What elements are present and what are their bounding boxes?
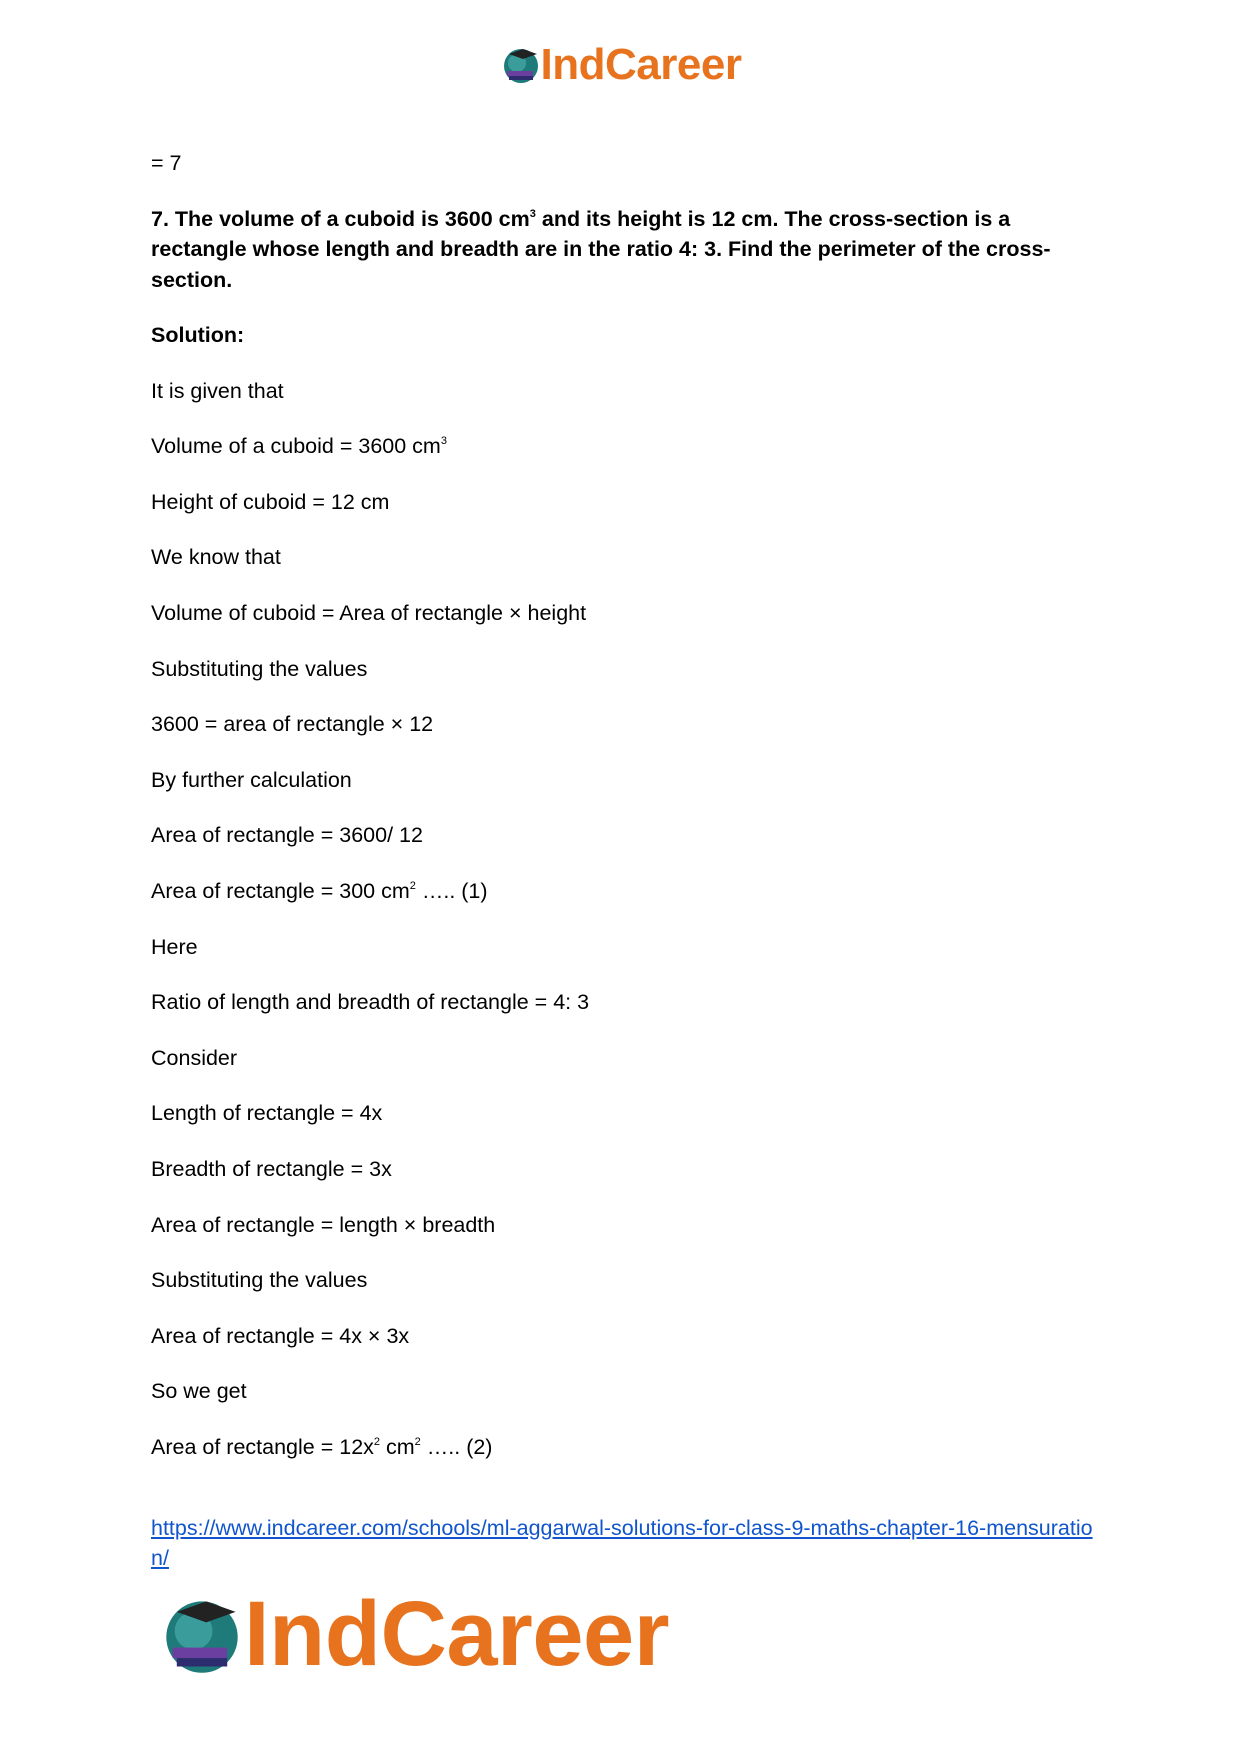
text-line: Height of cuboid = 12 cm — [151, 489, 390, 514]
globe-book-icon — [501, 45, 541, 85]
text-line: Area of rectangle = length × breadth — [151, 1212, 496, 1237]
header-logo — [0, 40, 1242, 90]
text-line: By further calculation — [151, 767, 352, 792]
brand-name: IndCareer — [540, 40, 742, 89]
brand-name: IndCareer — [244, 1583, 669, 1685]
text-line: Substituting the values — [151, 1268, 368, 1293]
text-line: Here — [151, 934, 198, 959]
text-line: Volume of cuboid = Area of rectangle × height — [151, 601, 587, 626]
text-line: 3600 = area of rectangle × 12 — [151, 712, 434, 737]
top-line: = 7 — [151, 151, 182, 175]
question-text: 7. The volume of a cuboid is 3600 $cm^3$ and its height is 12 cm. The cross-section is a rectangle whose length and breadth are in the ratio 4: 3. Find the perimeter of the cross-section. — [151, 206, 1051, 292]
indcareer-logo — [160, 1582, 669, 1687]
text-line: Length of rectangle = 4x — [151, 1101, 383, 1126]
footer-logo — [160, 1582, 669, 1687]
solution-label: Solution: — [151, 323, 245, 348]
text-line: Breadth of rectangle = 3x — [151, 1157, 392, 1181]
text-line: It is given that — [151, 378, 284, 403]
source-link[interactable]: https://www.indcareer.com/schools/ml-aggarwal-solutions-for-class-9-maths-chapter-16-mensuration/ — [151, 1516, 1093, 1570]
text-line: Substituting the values — [151, 656, 368, 681]
text-line: So we get — [151, 1379, 247, 1404]
text-line: Area of rectangle = 4x × 3x — [151, 1323, 410, 1348]
text-line: Area of rectangle = 3600/ 12 — [151, 823, 423, 848]
text-line: Consider — [151, 1045, 238, 1070]
text-line: We know that — [151, 545, 281, 570]
globe-book-icon — [160, 1593, 244, 1677]
text-line: Area of rectangle = $12x^2$ $cm^2$ ….. (2) — [151, 1434, 493, 1459]
document-body — [151, 148, 1091, 1488]
text-line: Volume of a cuboid = 3600 $cm^3$ — [151, 434, 447, 459]
text-line: Ratio of length and breadth of rectangle = 4: 3 — [151, 990, 590, 1015]
text-line: Area of rectangle = 300 $cm^2$ ….. (1) — [151, 879, 488, 904]
indcareer-logo — [501, 40, 742, 90]
